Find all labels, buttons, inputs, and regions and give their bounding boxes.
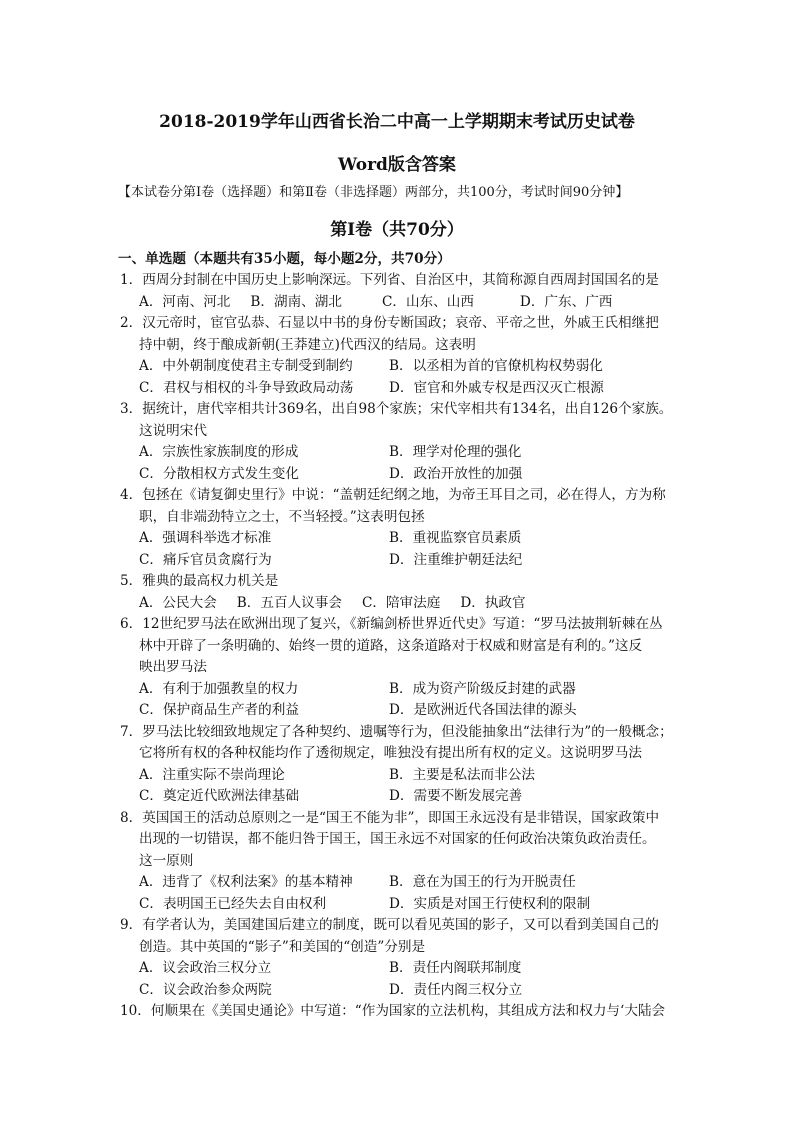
options-row: [118, 958, 678, 980]
option-c: C．陪审法庭: [361, 594, 441, 611]
question-stem-line: 这一原则: [139, 852, 194, 869]
question-stem-line: 出现的一切错误，都不能归咎于国王，国王永远不对国家的任何政治决策负政治责任。: [139, 831, 656, 847]
option-b: B．主要是私法而非公法: [389, 766, 535, 783]
question-stem-line: 10．何顺果在《美国史通论》中写道：“作为国家的立法机构，其组成方法和权力与‘大陆会: [120, 1003, 666, 1019]
options-row: [118, 786, 678, 808]
question-stem-line: 9．有学者认为，美国建国后建立的制度，既可以看见英国的影子，又可以看到美国自己的: [120, 917, 659, 933]
question-item: [118, 1001, 678, 1023]
option-d: D．执政官: [460, 594, 526, 611]
options-row: [118, 872, 678, 894]
option-c: C．分散相权方式发生变化: [139, 465, 299, 482]
option-b: B．成为资产阶级反封建的武器: [389, 680, 576, 697]
question-stem-line: 5．雅典的最高权力机关是: [120, 573, 279, 589]
exam-subtitle: Word版含答案: [338, 155, 456, 175]
options-row: [118, 550, 678, 572]
question-stem-line: 4．包拯在《请复御史里行》中说：“盖朝廷纪纲之地，为帝王耳目之司，必在得人，方为称: [120, 487, 666, 503]
option-b: B．五百人议事会: [236, 594, 342, 611]
question-stem-line: 8．英国国王的活动总原则之一是“国王不能为非”，即国王永远没有是非错误，国家政策中: [120, 809, 660, 826]
option-d: D．宦官和外戚专权是西汉灭亡根源: [389, 379, 604, 396]
question-stem-line: 6．12世纪罗马法在欧洲出现了复兴，《新编剑桥世界近代史》写道：“罗马法披荆斩棘在丛: [120, 616, 663, 632]
option-d: D．责任内阁三权分立: [389, 981, 523, 998]
option-c: C．奠定近代欧洲法律基础: [139, 788, 299, 804]
option-d: D．广东、广西: [519, 293, 613, 310]
option-a: A．公民大会: [139, 594, 217, 611]
option-b: B．以丞相为首的官僚机构权势弱化: [389, 358, 603, 374]
option-c: C．君权与相权的斗争导致政局动荡: [139, 379, 354, 396]
question-item: [118, 915, 678, 1001]
option-c: C．保护商品生产者的利益: [139, 702, 299, 718]
option-a: A．中外朝制度使君主专制受到制约: [139, 358, 353, 374]
question-item: [118, 485, 678, 571]
option-c: C．表明国王已经失去自由权利: [139, 895, 327, 912]
option-a: A．违背了《权利法案》的基本精神: [139, 874, 353, 890]
option-a: A．强调科举选才标准: [139, 530, 272, 546]
option-c: C．痛斥官员贪腐行为: [139, 551, 272, 568]
option-b: B．责任内阁联邦制度: [389, 960, 522, 976]
question-stem-line: 7．罗马法比较细致地规定了各种契约、遗嘱等行为，但没能抽象出“法律行为”的一般概念；: [120, 723, 673, 740]
options-row: [118, 700, 678, 722]
question-stem-line: 2．汉元帝时，宦官弘恭、石显以中书的身份专断国政；哀帝、平帝之世，外戚王氏相继把: [120, 315, 659, 331]
exam-title: 2018-2019学年山西省长治二中高一上学期期末考试历史试卷: [159, 112, 635, 132]
question-item: [118, 571, 678, 614]
options-row: [118, 378, 678, 400]
option-d: D．注重维护朝廷法纪: [389, 551, 523, 568]
option-a: A．注重实际不崇尚理论: [139, 766, 285, 783]
option-a: A．有利于加强教皇的权力: [139, 680, 299, 697]
options-row: [118, 894, 678, 916]
question-item: [118, 270, 678, 313]
question-stem-line: 1．西周分封制在中国历史上影响深远。下列省、自治区中，其简称源自西周封国国名的是: [120, 272, 659, 288]
question-item: [118, 808, 678, 916]
options-row: [118, 980, 678, 1002]
option-a: A．议会政治三权分立: [139, 960, 272, 976]
question-stem-line: 它将所有权的各种权能均作了透彻规定，唯独没有提出所有权的定义。这说明罗马法: [139, 745, 642, 761]
question-stem-line: 职，自非端劲特立之士，不当轻授。”这表明包拯: [139, 508, 425, 525]
options-row: [118, 593, 678, 615]
question-stem-line: 林中开辟了一条明确的、始终一贯的道路，这条道路对于权威和财富是有利的。”这反: [139, 637, 643, 654]
questions-container: [118, 270, 678, 1023]
question-stem-line: 持中朝，终于酿成新朝(王莽建立)代西汉的结局。这表明: [139, 336, 476, 353]
exam-note: 【本试卷分第Ⅰ卷（选择题）和第Ⅱ卷（非选择题）两部分，共100分，考试时间90分钟】: [118, 185, 629, 200]
option-b: B．理学对伦理的强化: [389, 444, 522, 460]
part-title: 第Ⅰ卷（共70分）: [330, 220, 464, 240]
options-row: [118, 679, 678, 701]
option-d: D．实质是对国王行使权利的限制: [389, 895, 591, 912]
options-row: [118, 292, 678, 314]
option-a: A．宗族性家族制度的形成: [139, 444, 299, 460]
question-list: [118, 248, 678, 1023]
option-b: B．意在为国王的行为开脱责任: [389, 874, 576, 890]
option-d: D．需要不断发展完善: [389, 788, 523, 804]
option-b: B．重视监察官员素质: [389, 530, 522, 546]
option-a: A．河南、河北: [139, 293, 231, 310]
question-stem-line: 这说明宋代: [139, 422, 207, 439]
question-stem-line: 3．据统计，唐代宰相共计369名，出自98个家族；宋代宰相共有134名，出自126个家族。: [120, 401, 673, 417]
options-row: [118, 464, 678, 486]
option-c: C．议会政治参众两院: [139, 981, 272, 998]
option-b: B．湖南、湖北: [250, 293, 342, 310]
option-d: D．是欧洲近代各国法律的源头: [389, 702, 577, 718]
question-item: [118, 399, 678, 485]
question-item: [118, 722, 678, 808]
options-row: [118, 442, 678, 464]
options-row: [118, 765, 678, 787]
question-item: [118, 313, 678, 399]
option-d: D．政治开放性的加强: [389, 465, 523, 482]
question-stem-line: 创造。其中英国的“影子”和美国的“创造”分别是: [139, 938, 426, 955]
section-title: 一、单选题（本题共有35小题，每小题2分，共70分）: [118, 251, 451, 267]
options-row: [118, 356, 678, 378]
question-stem-line: 映出罗马法: [139, 659, 207, 675]
option-c: C．山东、山西: [381, 293, 474, 310]
options-row: [118, 528, 678, 550]
question-item: [118, 614, 678, 722]
